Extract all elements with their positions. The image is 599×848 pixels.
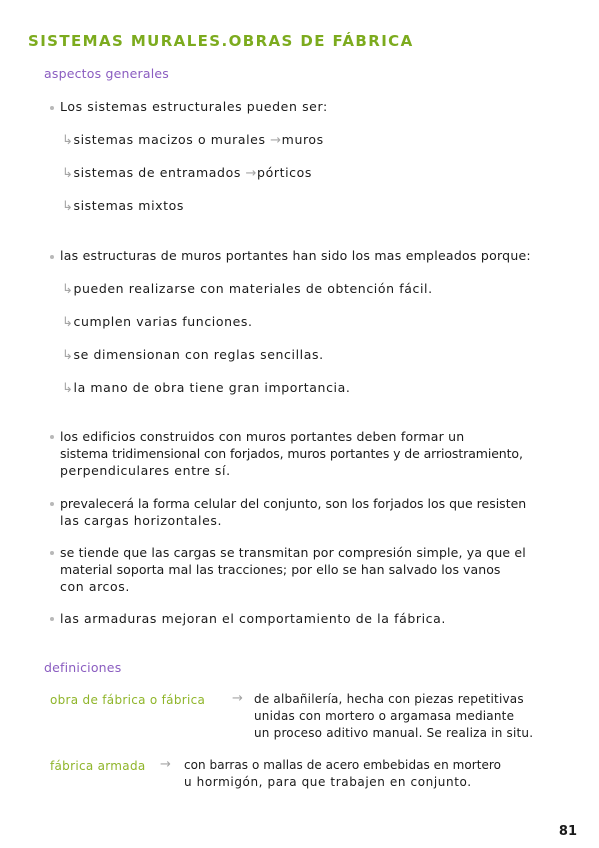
paragraph-edificios-line3: perpendiculares entre sí.: [60, 463, 231, 478]
list-item-reason: ↳se dimensionan con reglas sencillas.: [62, 347, 324, 363]
curved-arrow-icon: ↳: [62, 381, 74, 396]
bullet-icon: [50, 617, 54, 621]
curved-arrow-icon: ↳: [62, 348, 74, 363]
bullet-icon: [50, 435, 54, 439]
definition-text-line2: unidas con mortero o argamasa mediante: [254, 709, 515, 723]
definition-term-fabrica-armada: fábrica armada: [50, 759, 146, 773]
section-heading-general: aspectos generales: [44, 66, 170, 81]
curved-arrow-icon: ↳: [62, 282, 74, 297]
bullet-icon: [50, 551, 54, 555]
section-heading-definiciones: definiciones: [44, 660, 122, 675]
paragraph-muros-portantes: las estructuras de muros portantes han sido los mas empleados porque:: [60, 248, 531, 263]
paragraph-forma-celular-line1: prevalecerá la forma celular del conjunto, son los forjados los que resisten: [60, 496, 527, 511]
curved-arrow-icon: ↳: [62, 133, 74, 148]
paragraph-cargas-line1: se tiende que las cargas se transmitan por compresión simple, ya que el: [60, 545, 526, 560]
curved-arrow-icon: ↳: [62, 166, 74, 181]
bullet-icon: [50, 502, 54, 506]
paragraph-cargas-line3: con arcos.: [60, 579, 130, 594]
paragraph-edificios-line1: los edificios construidos con muros portantes deben formar un: [60, 429, 465, 444]
definition-text-line3: un proceso aditivo manual. Se realiza in situ.: [254, 726, 534, 740]
list-item-reason: ↳cumplen varias funciones.: [62, 314, 253, 330]
curved-arrow-icon: ↳: [62, 315, 74, 330]
definition-term-obra-de-fabrica: obra de fábrica o fábrica: [50, 693, 206, 707]
paragraph-cargas-line2: material soporta mal las tracciones; por ello se han salvado los vanos: [60, 562, 501, 577]
list-item-reason: ↳pueden realizarse con materiales de obtención fácil.: [62, 281, 433, 297]
arrow-right-icon: →: [232, 691, 243, 706]
paragraph-edificios-line2: sistema tridimensional con forjados, muros portantes y de arriostramiento,: [60, 446, 523, 461]
definition-text-line1: con barras o mallas de acero embebidas en mortero: [184, 758, 502, 772]
page-title: SISTEMAS MURALES.OBRAS DE FÁBRICA: [28, 32, 414, 50]
curved-arrow-icon: ↳: [62, 199, 74, 214]
list-item-sistemas-mixtos: ↳sistemas mixtos: [62, 198, 185, 214]
definition-text-line2: u hormigón, para que trabajen en conjunto.: [184, 775, 472, 789]
paragraph-forma-celular-line2: las cargas horizontales.: [60, 513, 223, 528]
list-item-sistemas-entramados: ↳sistemas de entramados →pórticos: [62, 165, 312, 181]
bullet-icon: [50, 255, 54, 259]
paragraph-systems-intro: Los sistemas estructurales pueden ser:: [60, 99, 328, 114]
page-number: 81: [558, 824, 577, 839]
arrow-right-icon: →: [270, 133, 282, 148]
arrow-right-icon: →: [160, 757, 171, 772]
paragraph-armaduras: las armaduras mejoran el comportamiento de la fábrica.: [60, 611, 446, 626]
list-item-reason: ↳la mano de obra tiene gran importancia.: [62, 380, 351, 396]
list-item-sistemas-macizos: ↳sistemas macizos o murales →muros: [62, 132, 324, 148]
arrow-right-icon: →: [245, 166, 258, 181]
definition-text-line1: de albañilería, hecha con piezas repetitivas: [254, 692, 524, 706]
bullet-icon: [50, 106, 54, 110]
